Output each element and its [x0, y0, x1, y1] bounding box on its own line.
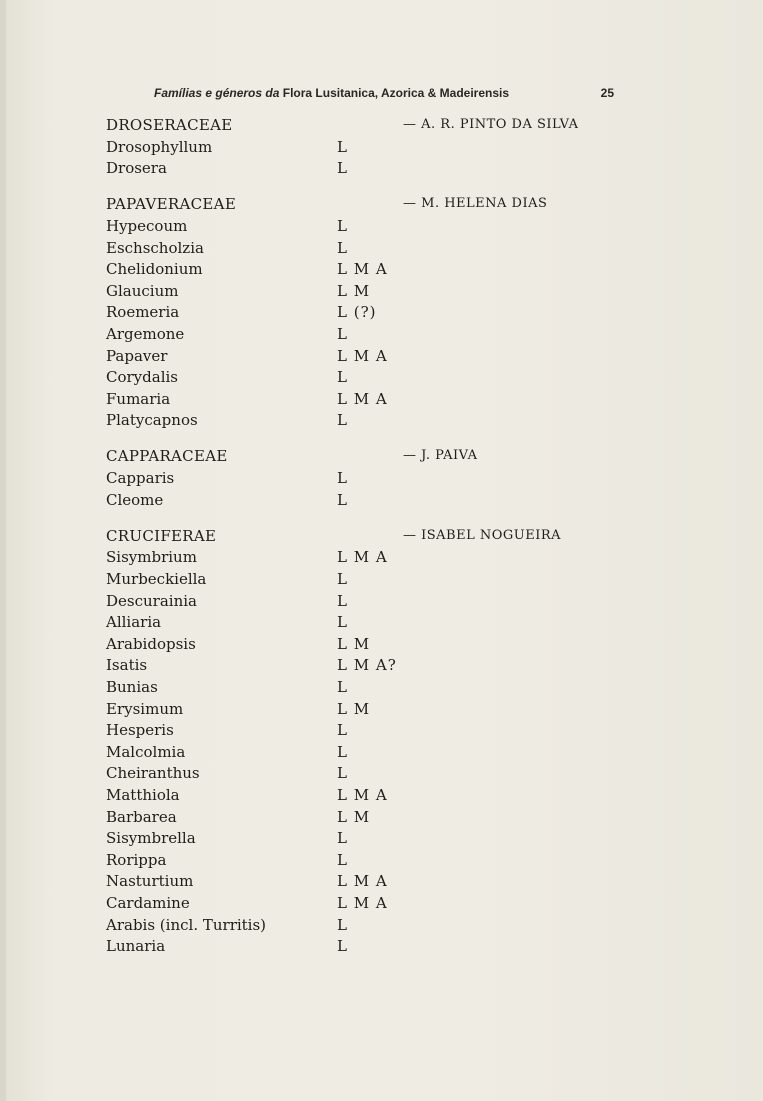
genus-name: Malcolmia	[106, 742, 186, 761]
genus-name: Glaucium	[106, 281, 179, 300]
genus-row	[106, 568, 626, 590]
distribution-code: L	[337, 238, 348, 257]
genus-row	[106, 237, 626, 259]
genus-row	[106, 741, 626, 763]
genus-name: Cheiranthus	[106, 764, 200, 783]
genus-name: Erysimum	[106, 699, 184, 718]
distribution-code: L M	[337, 807, 371, 826]
family-name: DROSERACEAE	[106, 116, 233, 134]
genus-name: Sisymbrella	[106, 829, 196, 848]
genus-name: Murbeckiella	[106, 569, 207, 588]
distribution-code: L M A	[337, 389, 388, 408]
genus-name: Drosophyllum	[106, 137, 213, 156]
genus-row	[106, 719, 626, 741]
genus-name: Alliaria	[106, 613, 162, 632]
genus-row	[106, 280, 626, 302]
distribution-code: L	[337, 137, 348, 156]
genus-row	[106, 489, 626, 511]
genus-row	[106, 409, 626, 431]
genus-name: Hypecoum	[106, 216, 188, 235]
family-row	[106, 525, 626, 547]
genus-name: Cleome	[106, 490, 164, 509]
genus-name: Papaver	[106, 346, 168, 365]
distribution-code: L	[337, 216, 348, 235]
distribution-code: L	[337, 764, 348, 783]
genus-name: Cardamine	[106, 893, 190, 912]
distribution-code: L	[337, 742, 348, 761]
genus-row	[106, 914, 626, 936]
genus-row	[106, 676, 626, 698]
genus-name: Platycapnos	[106, 411, 198, 430]
genus-row	[106, 611, 626, 633]
genus-row	[106, 467, 626, 489]
running-header	[154, 86, 614, 100]
family-row	[106, 445, 626, 467]
page-number: 25	[600, 86, 614, 100]
genus-name: Bunias	[106, 677, 158, 696]
distribution-code: L M A	[337, 872, 388, 891]
family-name: CAPPARACEAE	[106, 447, 228, 466]
genus-row	[106, 301, 626, 323]
genus-row	[106, 698, 626, 720]
genus-name: Sisymbrium	[106, 548, 197, 567]
genus-name: Rorippa	[106, 850, 167, 869]
genus-row	[106, 762, 626, 784]
genus-name: Fumaria	[106, 389, 171, 408]
genus-row	[106, 546, 626, 568]
genus-name: Nasturtium	[106, 872, 194, 891]
distribution-code: L	[337, 915, 348, 934]
family-author: — J. PAIVA	[403, 448, 478, 464]
distribution-code: L M A?	[337, 656, 397, 675]
genus-row	[106, 590, 626, 612]
genus-row	[106, 157, 626, 179]
genus-name: Corydalis	[106, 368, 178, 387]
genus-name: Barbarea	[106, 807, 177, 826]
family-author: — M. HELENA DIAS	[403, 196, 548, 212]
family-row	[106, 114, 626, 136]
genus-row	[106, 892, 626, 914]
genus-row	[106, 870, 626, 892]
distribution-code: L (?)	[337, 303, 377, 322]
genus-name: Drosera	[106, 159, 167, 178]
genus-name: Argemone	[106, 324, 185, 343]
genus-name: Chelidonium	[106, 260, 203, 279]
distribution-code: L M	[337, 634, 371, 653]
genus-name: Arabis (incl. Turritis)	[106, 915, 267, 934]
family-author: — ISABEL NOGUEIRA	[403, 527, 562, 543]
genus-name: Roemeria	[106, 303, 180, 322]
genus-name: Descurainia	[106, 591, 197, 610]
genus-row	[106, 215, 626, 237]
distribution-code: L	[337, 850, 348, 869]
genus-row	[106, 806, 626, 828]
family-name: CRUCIFERAE	[106, 526, 217, 545]
distribution-code: L	[337, 411, 348, 430]
genus-name: Arabidopsis	[106, 634, 196, 653]
distribution-code: L	[337, 591, 348, 610]
family-row	[106, 193, 626, 215]
genus-row	[106, 345, 626, 367]
genus-name: Eschscholzia	[106, 238, 204, 257]
distribution-code: L M	[337, 281, 371, 300]
distribution-code: L	[337, 677, 348, 696]
genus-row	[106, 323, 626, 345]
genus-row	[106, 784, 626, 806]
genus-name: Isatis	[106, 656, 148, 675]
distribution-code: L	[337, 469, 348, 487]
distribution-code: L M A	[337, 548, 388, 567]
distribution-code: L	[337, 721, 348, 740]
distribution-code: L	[337, 368, 348, 387]
distribution-code: L M	[337, 699, 371, 718]
family-author: — A. R. PINTO DA SILVA	[403, 117, 579, 132]
genus-row	[106, 633, 626, 655]
genus-name: Capparis	[106, 469, 175, 487]
genus-name: Hesperis	[106, 721, 174, 740]
family-name: PAPAVERACEAE	[106, 195, 237, 214]
distribution-code: L M A	[337, 785, 388, 804]
genus-row	[106, 654, 626, 676]
distribution-code: L	[337, 937, 348, 956]
distribution-code: L	[337, 569, 348, 588]
distribution-code: L	[337, 829, 348, 848]
header-title: Famílias e géneros da	[154, 86, 280, 100]
header-title-rest: Flora Lusitanica, Azorica & Madeirensis	[282, 86, 510, 100]
distribution-code: L M A	[337, 260, 388, 279]
distribution-code: L	[337, 159, 348, 178]
genus-row	[106, 366, 626, 388]
distribution-code: L M A	[337, 893, 388, 912]
distribution-code: L	[337, 613, 348, 632]
distribution-code: L	[337, 324, 348, 343]
genus-row	[106, 849, 626, 871]
distribution-code: L	[337, 490, 348, 509]
genus-row	[106, 827, 626, 849]
genus-name: Lunaria	[106, 937, 166, 956]
genus-name: Matthiola	[106, 785, 180, 804]
genus-row	[106, 258, 626, 280]
genus-row	[106, 136, 626, 158]
genus-row	[106, 935, 626, 957]
genus-row	[106, 388, 626, 410]
distribution-code: L M A	[337, 346, 388, 365]
